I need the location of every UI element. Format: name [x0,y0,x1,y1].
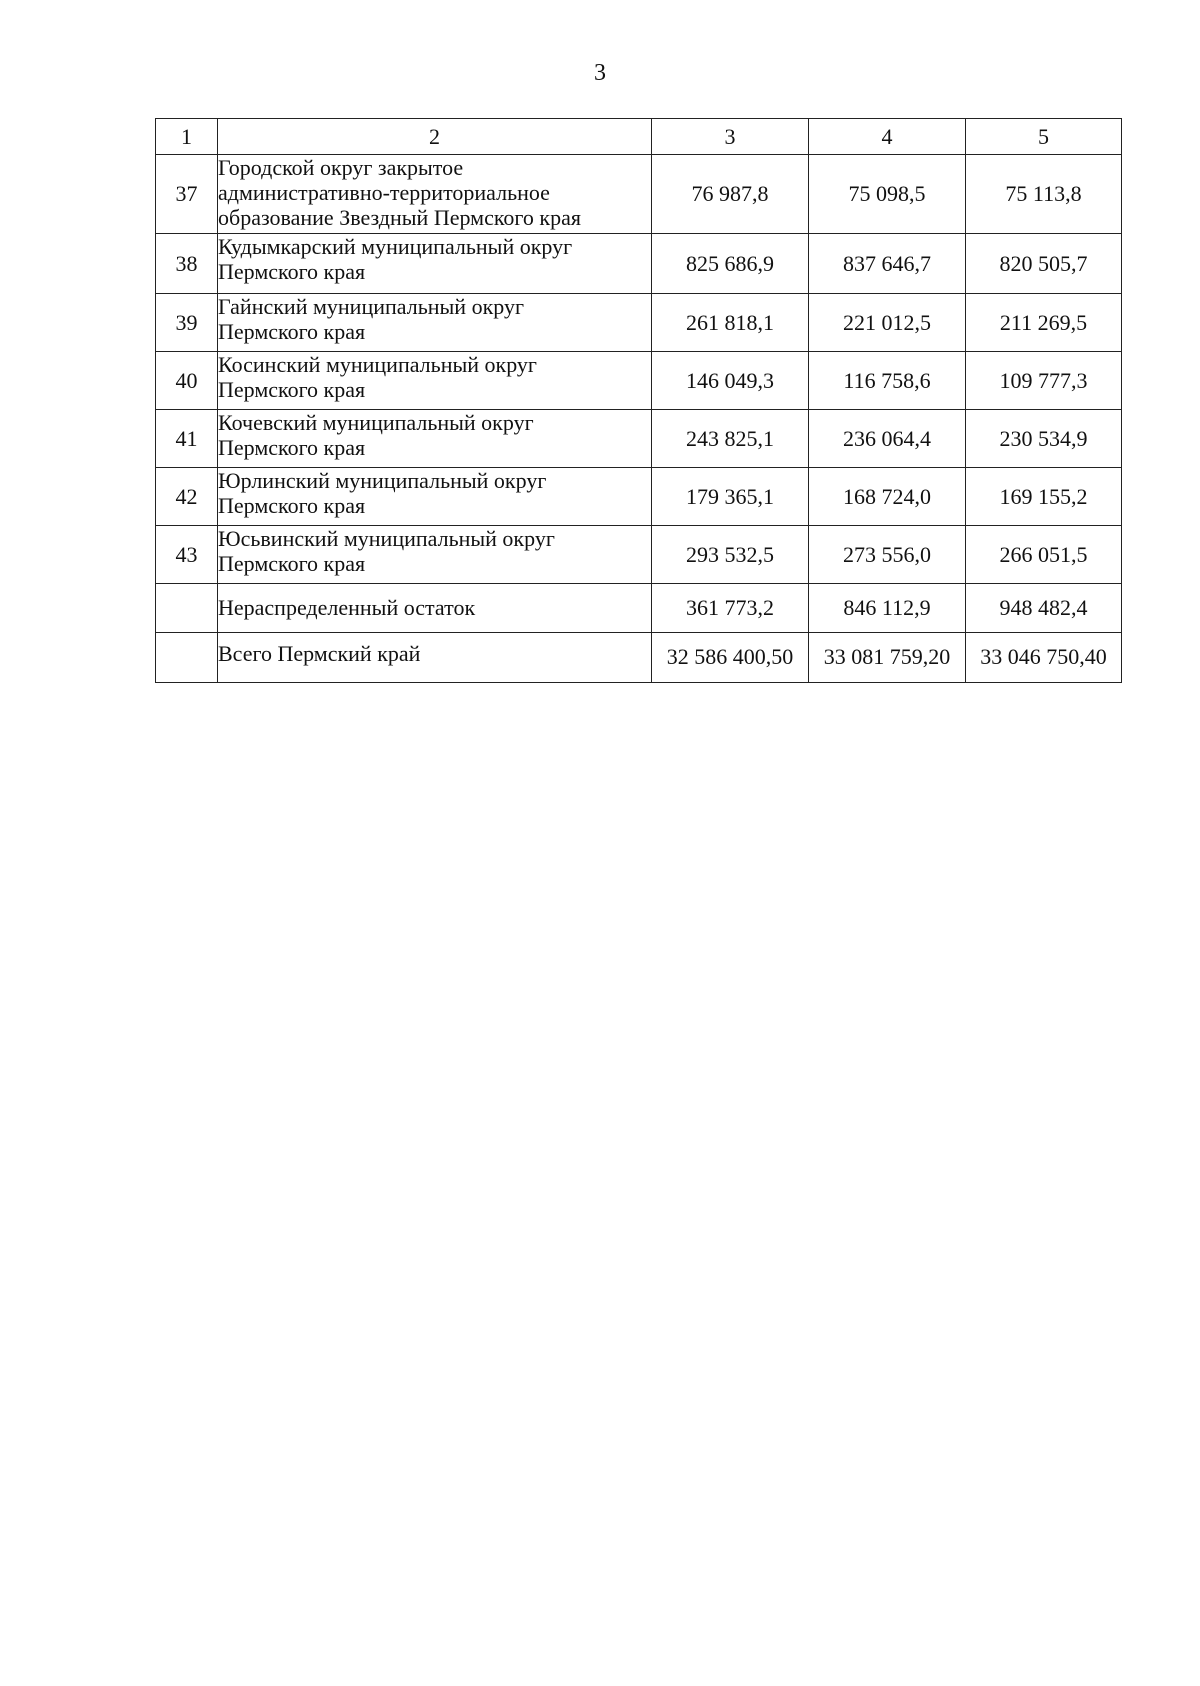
name-line: Пермского края [218,259,366,284]
name-line: Юрлинский муниципальный округ [218,468,547,493]
table-header-row [156,119,1122,155]
row-number: 43 [156,526,218,584]
municipality-name [218,234,652,294]
row-number: 40 [156,352,218,410]
value-cell: 75 113,8 [966,155,1122,234]
name-line: Пермского края [218,377,366,402]
table-row [156,468,1122,526]
column-header: 3 [652,119,809,155]
total-label [218,633,652,683]
table-row-unallocated [156,584,1122,633]
table-row [156,352,1122,410]
value-cell: 211 269,5 [966,294,1122,352]
name-line: Городской округ закрытое [218,155,464,180]
value-cell: 168 724,0 [809,468,966,526]
table-row [156,294,1122,352]
page-number: 3 [594,60,606,86]
value-cell: 837 646,7 [809,234,966,294]
column-header: 5 [966,119,1122,155]
name-line: Гайнский муниципальный округ [218,294,524,319]
value-cell: 846 112,9 [809,584,966,633]
table-row [156,234,1122,294]
value-cell: 146 049,3 [652,352,809,410]
value-cell: 76 987,8 [652,155,809,234]
total-value-cell: 33 046 750,40 [966,633,1122,683]
row-number: 38 [156,234,218,294]
municipality-name [218,294,652,352]
municipality-name [218,410,652,468]
budget-distribution-table [155,118,1122,683]
table-row-total [156,633,1122,683]
municipality-name [218,526,652,584]
value-cell: 179 365,1 [652,468,809,526]
name-line: Пермского края [218,493,366,518]
total-value-cell: 33 081 759,20 [809,633,966,683]
name-line: Кудымкарский муниципальный округ [218,234,573,259]
value-cell: 221 012,5 [809,294,966,352]
table-row [156,155,1122,234]
column-header: 4 [809,119,966,155]
municipality-name [218,468,652,526]
name-line: Нераспределенный остаток [218,594,476,620]
row-number: 42 [156,468,218,526]
total-value-cell: 32 586 400,50 [652,633,809,683]
name-line: образование Звездный Пермского края [218,205,581,230]
row-number [156,584,218,633]
value-cell: 230 534,9 [966,410,1122,468]
name-line: административно-территориальное [218,180,550,205]
column-header: 1 [156,119,218,155]
value-cell: 266 051,5 [966,526,1122,584]
value-cell: 236 064,4 [809,410,966,468]
value-cell: 116 758,6 [809,352,966,410]
name-line: Пермского края [218,319,366,344]
row-number [156,633,218,683]
table-row [156,410,1122,468]
value-cell: 261 818,1 [652,294,809,352]
value-cell: 820 505,7 [966,234,1122,294]
value-cell: 825 686,9 [652,234,809,294]
value-cell: 273 556,0 [809,526,966,584]
name-line: Косинский муниципальный округ [218,352,537,377]
row-number: 37 [156,155,218,234]
value-cell: 75 098,5 [809,155,966,234]
name-line: Юсьвинский муниципальный округ [218,526,555,551]
value-cell: 948 482,4 [966,584,1122,633]
name-line: Кочевский муниципальный округ [218,410,534,435]
value-cell: 243 825,1 [652,410,809,468]
name-line: Пермского края [218,551,366,576]
name-line: Всего Пермский край [218,641,421,666]
value-cell: 361 773,2 [652,584,809,633]
table-row [156,526,1122,584]
municipality-name [218,155,652,234]
value-cell: 293 532,5 [652,526,809,584]
value-cell: 169 155,2 [966,468,1122,526]
column-header: 2 [218,119,652,155]
row-number: 41 [156,410,218,468]
unallocated-label [218,584,652,633]
municipality-name [218,352,652,410]
value-cell: 109 777,3 [966,352,1122,410]
row-number: 39 [156,294,218,352]
name-line: Пермского края [218,435,366,460]
